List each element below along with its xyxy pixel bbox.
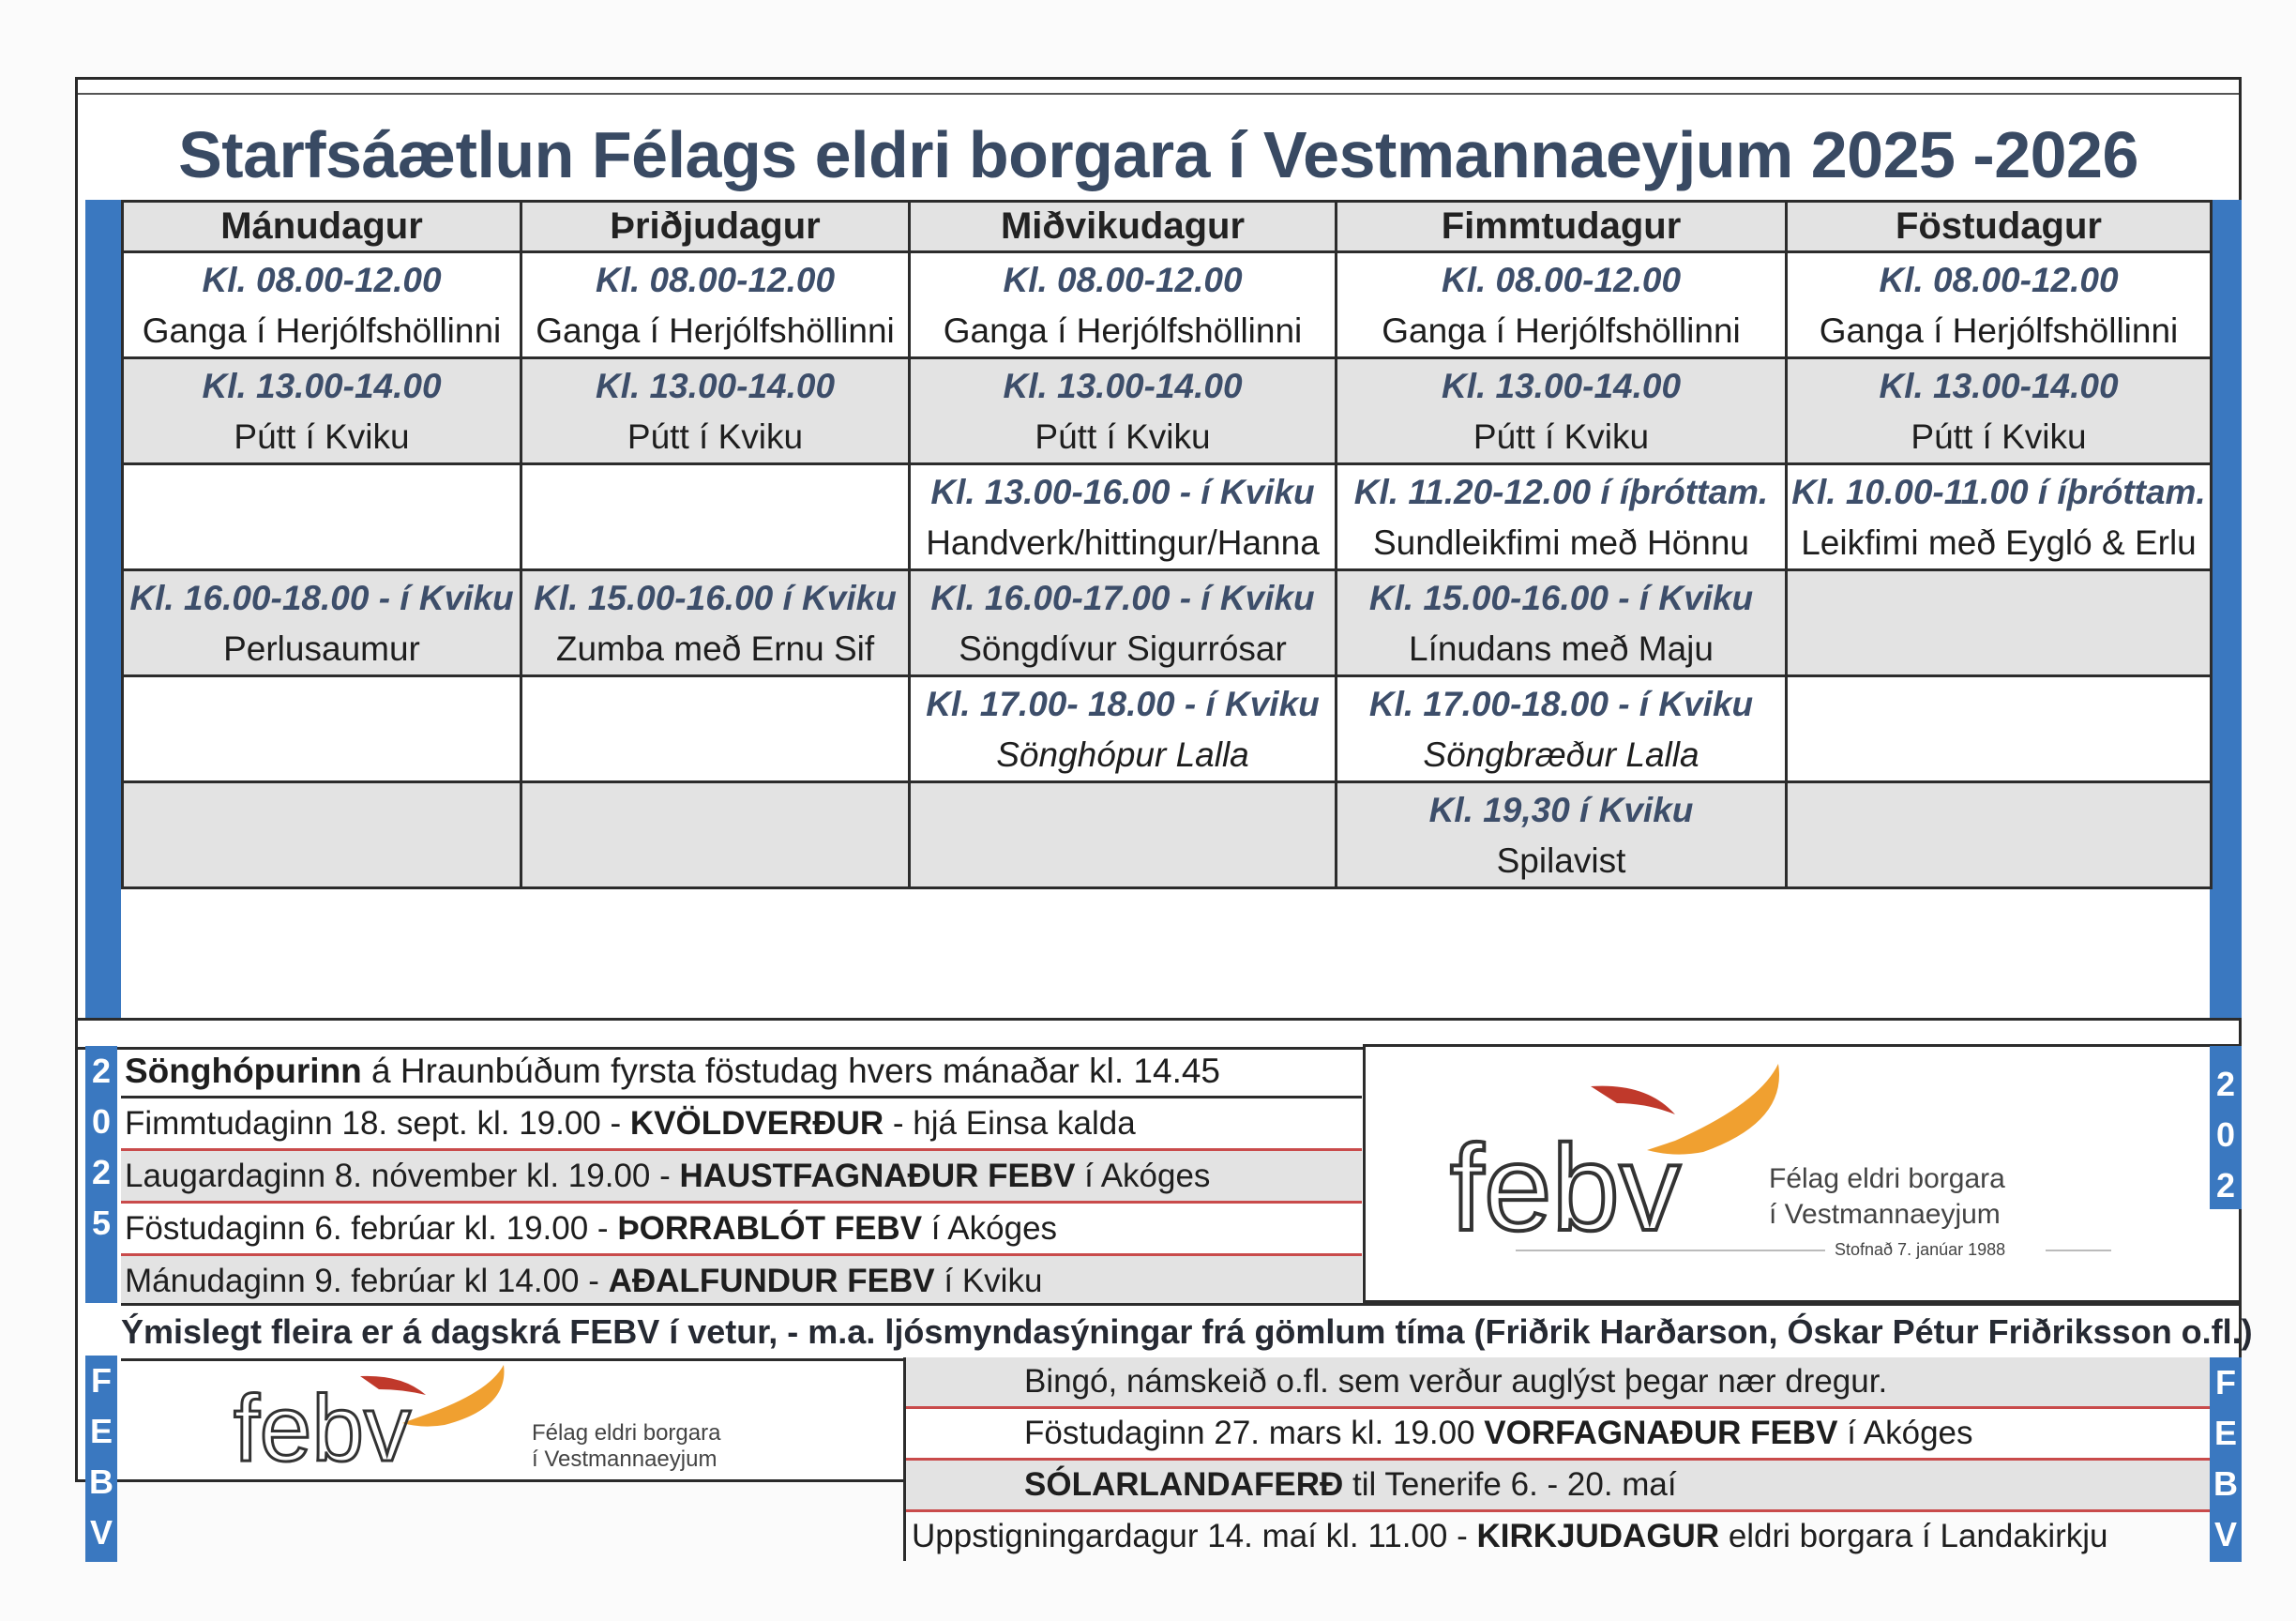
right-accent-bar xyxy=(2210,200,2242,1018)
schedule-row xyxy=(123,252,2212,358)
page-title: Starfsáætlun Félags eldri borgara í Vestmannaeyjum 2025 -2026 xyxy=(178,118,2138,191)
schedule-cell xyxy=(1787,570,2212,676)
febv-logo xyxy=(1366,1047,2239,1300)
activity-description: Pútt í Kviku xyxy=(234,417,410,456)
day-header: Þriðjudagur xyxy=(521,202,910,252)
febv-logo xyxy=(121,1357,903,1485)
activity-time: Kl. 08.00-12.00 xyxy=(1879,261,2119,299)
year-digit: 5 xyxy=(91,1204,112,1242)
year-digit: 0 xyxy=(91,1102,112,1141)
misc-note: Ýmislegt fleira er á dagskrá FEBV í vetur, - m.a. ljósmyndasýningar frá gömlum tíma (Friðrik Harðarson, Óskar Pétur Friðriksson o.fl.) xyxy=(121,1303,2242,1361)
activity-description: Línudans með Maju xyxy=(1409,629,1714,668)
activity-description: Ganga í Herjólfshöllinni xyxy=(1819,311,2179,350)
activity-time: Kl. 16.00-18.00 - í Kviku xyxy=(129,579,514,617)
schedule-cell xyxy=(1337,252,1787,358)
activity-time: Kl. 15.00-16.00 - í Kviku xyxy=(1368,579,1754,617)
event-row: Föstudaginn 27. mars kl. 19.00 VORFAGNAÐUR FEBV í Akóges xyxy=(906,1409,2215,1461)
event-row: Fimmtudaginn 18. sept. kl. 19.00 - KVÖLDVERÐUR - hjá Einsa kalda xyxy=(121,1098,1362,1151)
logo-line-1: Félag eldri borgara xyxy=(1769,1163,2005,1194)
febv-logo-block-lower xyxy=(121,1357,903,1485)
febv-letters-right xyxy=(2210,1357,2242,1562)
activity-description: Pútt í Kviku xyxy=(1911,417,2087,456)
schedule-cell xyxy=(123,252,521,358)
activity-description: Perlusaumur xyxy=(223,629,420,668)
schedule-cell xyxy=(910,358,1337,464)
schedule-cell xyxy=(910,464,1337,570)
schedule-cell xyxy=(910,782,1337,888)
activity-description: Ganga í Herjólfshöllinni xyxy=(142,311,502,350)
schedule-sheet xyxy=(75,77,2253,1554)
activity-time: Kl. 08.00-12.00 xyxy=(595,261,836,299)
left-accent-bar xyxy=(85,200,121,1018)
schedule-cell xyxy=(1787,464,2212,570)
schedule-cell xyxy=(910,252,1337,358)
schedule-cell xyxy=(521,252,910,358)
schedule-cell xyxy=(521,358,910,464)
activity-time: Kl. 08.00-12.00 xyxy=(1003,261,1243,299)
activity-time: Kl. 10.00-11.00 í íþróttam. xyxy=(1791,473,2206,511)
schedule-cell xyxy=(1787,676,2212,782)
year-digit: 2 xyxy=(91,1052,112,1090)
activity-description: Ganga í Herjólfshöllinni xyxy=(536,311,895,350)
schedule-cell xyxy=(910,676,1337,782)
schedule-cell xyxy=(1337,464,1787,570)
febv-letter: B xyxy=(2213,1464,2238,1503)
febv-letter: F xyxy=(91,1361,112,1400)
schedule-cell xyxy=(123,676,521,782)
activity-time: Kl. 13.00-14.00 xyxy=(1441,367,1682,405)
events-list xyxy=(121,1046,1362,1306)
febv-letters-left xyxy=(85,1356,117,1562)
activity-description: Pútt í Kviku xyxy=(627,417,804,456)
activity-time: Kl. 13.00-14.00 xyxy=(1003,367,1243,405)
schedule-cell xyxy=(521,676,910,782)
logo-founded: Stofnað 7. janúar 1988 xyxy=(1835,1240,2006,1259)
activity-description: Pútt í Kviku xyxy=(1473,417,1650,456)
activity-description: Söngbræður Lalla xyxy=(1423,735,1699,774)
bottom-events-list xyxy=(903,1357,2215,1561)
schedule-cell xyxy=(1337,782,1787,888)
schedule-cell xyxy=(1337,358,1787,464)
event-row: Föstudaginn 6. febrúar kl. 19.00 - ÞORRABLÓT FEBV í Akóges xyxy=(121,1204,1362,1256)
activity-time: Kl. 13.00-14.00 xyxy=(202,367,442,405)
schedule-row xyxy=(123,464,2212,570)
schedule-cell xyxy=(1337,570,1787,676)
febv-letter: B xyxy=(89,1462,113,1501)
schedule-row xyxy=(123,676,2212,782)
weekday-header-row xyxy=(123,202,2212,252)
activity-time: Kl. 17.00-18.00 - í Kviku xyxy=(1368,685,1754,723)
schedule-cell xyxy=(123,570,521,676)
activity-time: Kl. 19,30 í Kviku xyxy=(1428,791,1694,829)
schedule-row xyxy=(123,358,2212,464)
activity-description: Pútt í Kviku xyxy=(1035,417,1211,456)
activity-description: Sönghópur Lalla xyxy=(996,735,1249,774)
activity-time: Kl. 08.00-12.00 xyxy=(1441,261,1682,299)
year-digit: 6 xyxy=(2215,1217,2236,1255)
year-digit: 0 xyxy=(2215,1115,2236,1154)
event-row: Laugardaginn 8. nóvember kl. 19.00 - HAUSTFAGNAÐUR FEBV í Akóges xyxy=(121,1151,1362,1204)
day-header: Mánudagur xyxy=(123,202,521,252)
schedule-row xyxy=(123,570,2212,676)
activity-description: Ganga í Herjólfshöllinni xyxy=(943,311,1303,350)
activity-description: Zumba með Ernu Sif xyxy=(555,629,875,668)
febv-letter: E xyxy=(89,1412,113,1450)
day-header: Miðvikudagur xyxy=(910,202,1337,252)
schedule-cell xyxy=(1787,358,2212,464)
schedule-cell xyxy=(910,570,1337,676)
activity-time: Kl. 11.20-12.00 í íþróttam. xyxy=(1353,473,1769,511)
activity-description: Sundleikfimi með Hönnu xyxy=(1372,523,1750,562)
activity-description: Leikfimi með Eygló & Erlu xyxy=(1801,523,2197,562)
activity-time: Kl. 08.00-12.00 xyxy=(202,261,442,299)
febv-letter: V xyxy=(2213,1515,2237,1553)
activity-time: Kl. 16.00-17.00 - í Kviku xyxy=(930,579,1315,617)
event-row: Sönghópurinn á Hraunbúðum fyrsta föstudag hvers mánaðar kl. 14.45 xyxy=(121,1046,1362,1098)
logo-line-1: Félag eldri borgara xyxy=(532,1420,721,1446)
activity-time: Kl. 17.00- 18.00 - í Kviku xyxy=(926,685,1320,723)
activity-time: Kl. 13.00-14.00 xyxy=(595,367,836,405)
activity-description: Handverk/hittingur/Hanna xyxy=(926,523,1320,562)
logo-line-2: í Vestmannaeyjum xyxy=(1769,1199,2001,1230)
year-digit: 2 xyxy=(2215,1065,2236,1103)
top-rule xyxy=(78,93,2239,95)
year-2026-column xyxy=(2210,1046,2242,1255)
schedule-cell xyxy=(123,782,521,888)
logo-orange-swoosh xyxy=(402,1365,504,1427)
schedule-cell xyxy=(123,464,521,570)
event-row: Uppstigningardagur 14. maí kl. 11.00 - KIRKJUDAGUR eldri borgara í Landakirkju xyxy=(912,1518,2108,1554)
schedule-cell xyxy=(123,358,521,464)
activity-time: Kl. 15.00-16.00 í Kviku xyxy=(534,579,897,617)
year-digit: 2 xyxy=(2215,1166,2236,1204)
febv-letter: F xyxy=(2215,1363,2236,1401)
schedule-row xyxy=(123,782,2212,888)
schedule-cell xyxy=(521,782,910,888)
logo-wordmark: febv xyxy=(1450,1119,1681,1256)
logo-line-2: í Vestmannaeyjum xyxy=(532,1447,718,1472)
weekly-schedule-table xyxy=(121,200,2213,889)
year-digit: 2 xyxy=(91,1153,112,1191)
activity-description: Ganga í Herjólfshöllinni xyxy=(1382,311,1741,350)
logo-red-swoosh xyxy=(1591,1086,1675,1114)
activity-description: Söngdívur Sigurrósar xyxy=(959,629,1287,668)
logo-wordmark: febv xyxy=(234,1376,412,1481)
febv-letter: E xyxy=(2213,1414,2237,1452)
year-2025-column xyxy=(85,1046,117,1303)
schedule-cell xyxy=(1787,782,2212,888)
activity-time: Kl. 13.00-16.00 - í Kviku xyxy=(930,473,1315,511)
event-row: SÓLARLANDAFERÐ til Tenerife 6. - 20. maí xyxy=(906,1461,2215,1512)
event-row: Bingó, námskeið o.fl. sem verður auglýst þegar nær dregur. xyxy=(906,1357,2215,1409)
day-header: Föstudagur xyxy=(1787,202,2212,252)
activity-time: Kl. 13.00-14.00 xyxy=(1879,367,2119,405)
febv-letter: V xyxy=(89,1513,113,1552)
schedule-cell xyxy=(521,464,910,570)
day-header: Fimmtudagur xyxy=(1337,202,1787,252)
schedule-cell xyxy=(1337,676,1787,782)
schedule-cell xyxy=(1787,252,2212,358)
event-row: Mánudaginn 9. febrúar kl 14.00 - AÐALFUNDUR FEBV í Kviku xyxy=(121,1256,1362,1306)
activity-description: Spilavist xyxy=(1496,841,1626,880)
schedule-cell xyxy=(521,570,910,676)
febv-logo-block xyxy=(1363,1044,2242,1303)
